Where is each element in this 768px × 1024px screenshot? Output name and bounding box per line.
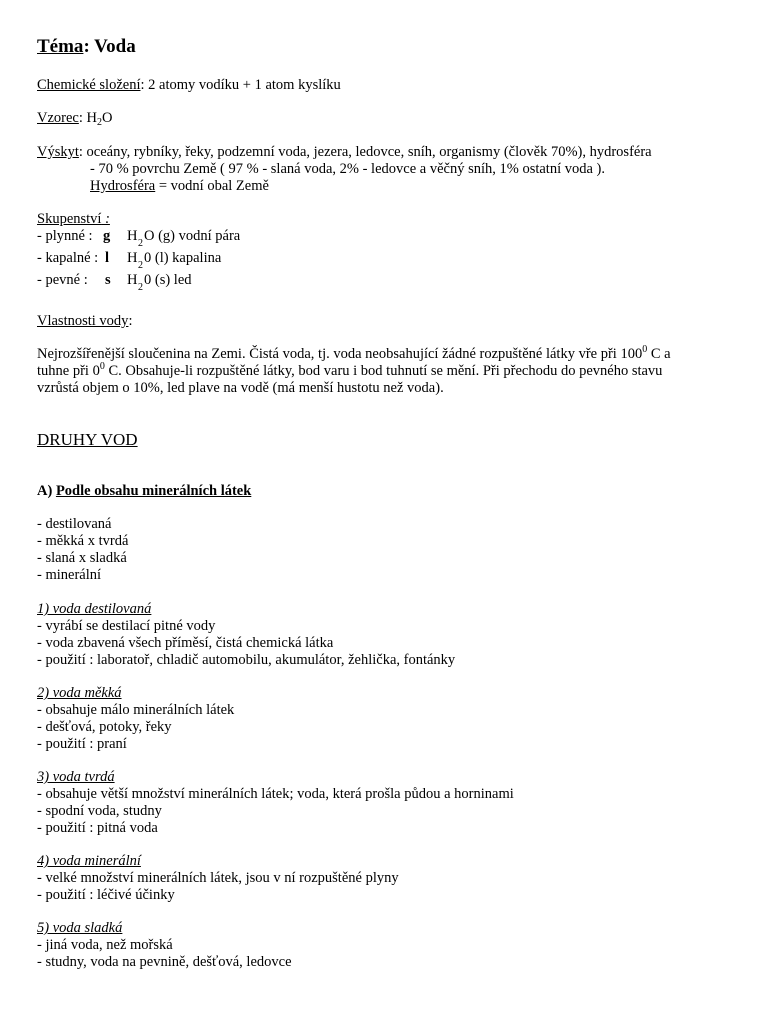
occurrence-line-1 xyxy=(37,144,652,161)
properties-colon: : xyxy=(128,313,133,329)
section-heading: 4) voda minerální xyxy=(37,853,141,869)
list-item: - minerální xyxy=(37,567,102,583)
state-row-solid xyxy=(37,272,88,289)
composition-label: Chemické složení xyxy=(37,77,141,93)
superscript: 0 xyxy=(642,344,648,355)
state-formula-rest: 0 (s) led xyxy=(144,272,192,288)
list-item: - spodní voda, studny xyxy=(37,803,162,819)
list-item: - dešťová, potoky, řeky xyxy=(37,719,172,735)
title-text: : Voda xyxy=(83,36,136,57)
composition-line xyxy=(37,77,341,94)
list-item: - měkká x tvrdá xyxy=(37,533,129,549)
state-symbol: s xyxy=(105,272,111,288)
list-item: - studny, voda na pevnině, dešťová, ledovce xyxy=(37,954,292,970)
hydrosphere-label: Hydrosféra xyxy=(90,178,156,194)
formula-text: : H xyxy=(78,110,97,126)
list-item: - použití : praní xyxy=(37,736,127,752)
section-heading: 1) voda destilovaná xyxy=(37,601,152,617)
occurrence-line-3 xyxy=(90,178,269,195)
list-item: - vyrábí se destilací pitné vody xyxy=(37,618,216,634)
properties-line-3: vzrůstá objem o 10%, led plave na vodě (má menší hustotu než voda). xyxy=(37,380,444,396)
list-item: - voda zbavená všech příměsí, čistá chemická látka xyxy=(37,635,334,651)
hydrosphere-text: = vodní obal Země xyxy=(155,178,269,194)
section-a-label: Podle obsahu minerálních látek xyxy=(55,483,252,499)
state-formula-sub: 2 xyxy=(138,260,143,271)
list-item: - použití : pitná voda xyxy=(37,820,158,836)
properties-line-2 xyxy=(37,363,662,380)
state-formula-rest: O (g) vodní pára xyxy=(144,228,241,244)
list-item: - velké množství minerálních látek, jsou v ní rozpuštěné plyny xyxy=(37,870,399,886)
formula-line xyxy=(37,110,112,127)
state-symbol: l xyxy=(105,250,110,266)
properties-heading xyxy=(37,313,132,330)
state-formula-h: H xyxy=(127,228,138,244)
state-row-liquid xyxy=(37,250,98,267)
formula-tail: O xyxy=(101,110,113,126)
state-formula-sub: 2 xyxy=(138,282,143,293)
superscript: 0 xyxy=(99,361,105,372)
states-heading xyxy=(37,211,110,228)
list-item: - jiná voda, než mořská xyxy=(37,937,173,953)
section-a-heading xyxy=(37,483,251,500)
list-item: - obsahuje větší množství minerálních látek; voda, která prošla půdou a horninami xyxy=(37,786,514,802)
section-heading: 3) voda tvrdá xyxy=(37,769,115,785)
formula-subscript: 2 xyxy=(96,117,102,128)
state-formula-rest: 0 (l) kapalina xyxy=(144,250,222,266)
state-row-gas xyxy=(37,228,93,245)
state-name: - kapalné : xyxy=(37,250,99,266)
properties-text: Nejrozšířenější sloučenina na Zemi. Čistá voda, tj. voda neobsahující žádné rozpuštěné látky vře při 100 xyxy=(37,346,643,362)
state-formula-h: H xyxy=(127,250,138,266)
states-label: Skupenství xyxy=(37,211,102,227)
list-item: - slaná x sladká xyxy=(37,550,127,566)
properties-text: C. Obsahuje-li rozpuštěné látky, bod varu i bod tuhnutí se mění. Při přechodu do pevného stavu xyxy=(104,363,663,379)
state-formula-h: H xyxy=(127,272,138,288)
formula-label: Vzorec xyxy=(37,110,79,126)
section-heading: 5) voda sladká xyxy=(37,920,123,936)
composition-text: : 2 atomy vodíku + 1 atom kyslíku xyxy=(140,77,341,93)
properties-text: tuhne při 0 xyxy=(37,363,100,379)
states-colon: : xyxy=(101,211,110,227)
section-a-prefix: A) xyxy=(37,483,56,499)
list-item: - obsahuje málo minerálních látek xyxy=(37,702,235,718)
state-symbol: g xyxy=(103,228,111,244)
section-heading: 2) voda měkká xyxy=(37,685,122,701)
druhy-vod-heading: DRUHY VOD xyxy=(37,430,138,449)
title-label: Téma xyxy=(37,36,84,57)
properties-line-1 xyxy=(37,346,671,363)
occurrence-text-1: : oceány, rybníky, řeky, podzemní voda, jezera, ledovce, sníh, organismy (člověk 70%), hydrosféra xyxy=(78,144,652,160)
page-title xyxy=(37,36,136,58)
state-formula-sub: 2 xyxy=(138,238,143,249)
list-item: - destilovaná xyxy=(37,516,112,532)
list-item: - použití : laboratoř, chladič automobilu, akumulátor, žehlička, fontánky xyxy=(37,652,456,668)
properties-label: Vlastnosti vody xyxy=(37,313,129,329)
occurrence-line-2: - 70 % povrchu Země ( 97 % - slaná voda, 2% - ledovce a věčný sníh, 1% ostatní voda ). xyxy=(90,161,605,177)
list-item: - použití : léčivé účinky xyxy=(37,887,175,903)
properties-text: C a xyxy=(647,346,671,362)
state-name: - plynné : xyxy=(37,228,93,244)
occurrence-label: Výskyt xyxy=(37,144,79,160)
state-name: - pevné : xyxy=(37,272,88,288)
